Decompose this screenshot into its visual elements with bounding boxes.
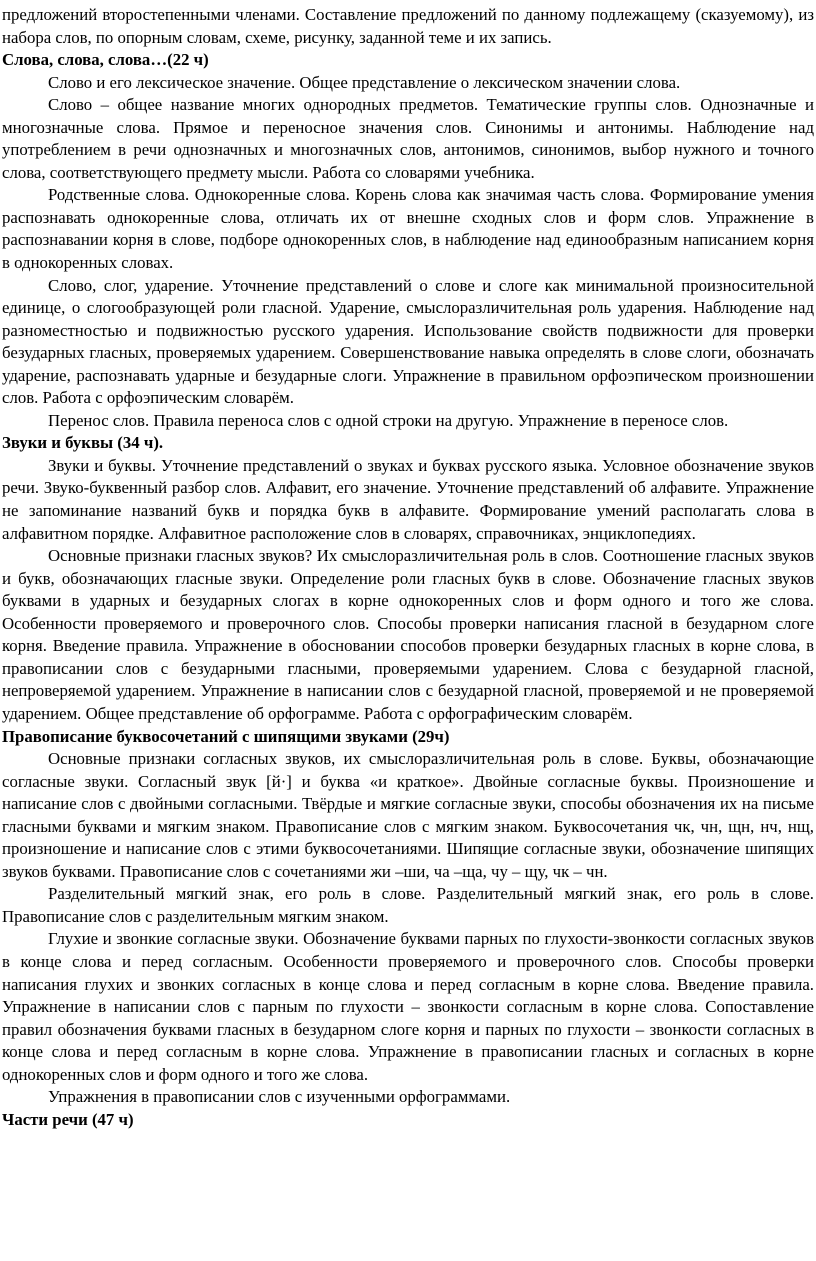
paragraph: Слово и его лексическое значение. Общее представление о лексическом значении слова. [48,72,681,92]
section-heading-words: Слова, слова, слова…(22 ч) [2,50,209,70]
paragraph: Слово, слог, ударение. Уточнение представлений о слове и слоге как минимальной произносительной единице, о слогообразующей роли гласной. Ударение, смыслоразличительная роль ударения. Наблюдение над разноместностью и подвижностью русского ударения. Использование свойств подвижности для проверки безударных гласных, проверяемых ударением. Совершенствование навыка определять в слове слоги, обозначать ударение, распознавать ударные и безударные слоги. Упражнение в правильном орфоэпическом произношении слов. Работа с орфоэпическим словарём. [2,275,814,408]
paragraph: Звуки и буквы. Уточнение представлений о звуках и буквах русского языка. Условное обозначение звуков речи. Звуко-буквенный разбор слов. Алфавит, его значение. Уточнение представлений об алфавите. Упражнение не запоминание названий букв и порядка букв в алфавите. Формирование умений располагать слова в алфавитном порядке. Алфавитное расположение слов в словарях, справочниках, энциклопедиях. [2,455,814,543]
section-heading-spelling: Правописание буквосочетаний с шипящими звуками (29ч) [2,726,450,746]
paragraph: Упражнения в правописании слов с изученными орфограммами. [48,1087,511,1107]
paragraph: Основные признаки согласных звуков, их смыслоразличительная роль в слове. Буквы, обозначающие согласные звуки. Согласный звук [й·] и буква «и краткое». Двойные согласные буквы. Произношение и написание слов с двойными согласными. Твёрдые и мягкие согласные звуки, способы обозначения их на письме гласными буквами и мягким знаком. Правописание слов с мягким знаком. Буквосочетания чк, чн, щн, нч, нщ, произношение и написание слов с этими буквосочетаниями. Шипящие согласные звуки, обозначение шипящих звуков буквами. Правописание слов с сочетаниями жи –ши, ча –ща, чу – щу, чк – чн. [2,749,814,881]
paragraph: Разделительный мягкий знак, его роль в слове. Разделительный мягкий знак, его роль в слове. Правописание слов с разделительным мягким знаком. [2,884,814,926]
paragraph: Слово – общее название многих однородных предметов. Тематические группы слов. Однозначные и многозначные слова. Прямое и переносное значения слов. Синонимы и антонимы. Наблюдение над употреблением в речи однозначных и многозначных слов, антонимов, синонимов, выбор нужного и точного слова, соответствующего предмету мысли. Работа со словарями учебника. [2,95,814,182]
section-heading-parts-of-speech: Части речи (47 ч) [2,1109,134,1129]
paragraph: Родственные слова. Однокоренные слова. Корень слова как значимая часть слова. Формирование умения распознавать однокоренные слова, отличать их от внешне сходных слов и форм слов. Упражнение в распознавании корня в слове, подборе однокоренных слов, в наблюдение над единообразным написанием корня в однокоренных словах. [2,185,814,273]
paragraph-continuation: предложений второстепенными членами. Составление предложений по данному подлежащему (сказуемому), из набора слов, по опорным словам, схеме, рисунку, заданной теме и их запись. [2,5,814,47]
paragraph: Основные признаки гласных звуков? Их смыслоразличительная роль в слов. Соотношение гласных звуков и букв, обозначающих гласные звуки. Определение роли гласных букв в слове. Обозначение гласных звуков буквами в ударных и безударных слогах в корне однокоренных слов и форм одного и того же слова. Особенности проверяемого и проверочного слов. Способы проверки написания гласной в безударном слоге корня. Введение правила. Упражнение в обосновании способов проверки безударных гласных в корне слова, в правописании слов с безударными гласными, проверяемыми ударением. Слова с безударной гласной, непроверяемой ударением. Упражнение в написании слов с безударной гласной, проверяемой и не проверяемой ударением. Общее представление об орфограмме. Работа с орфографическим словарём. [2,546,814,723]
paragraph: Глухие и звонкие согласные звуки. Обозначение буквами парных по глухости-звонкости согласных звуков в конце слова и перед согласным. Особенности проверяемого и проверочного слов. Способы проверки написания глухих и звонких согласных в конце слова и перед согласным в корне слова. Введение правила. Упражнение в написании слов с парным по глухости – звонкости согласным в корне слова. Сопоставление правил обозначения буквами гласных в безударном слоге корня и парных по глухости – звонкости согласных в конце слова и перед согласным в корне слова. Упражнение в правописании гласных и согласных в корне однокоренных слов и форм одного и того же слова. [2,929,814,1084]
paragraph: Перенос слов. Правила переноса слов с одной строки на другую. Упражнение в переносе слов. [48,410,729,430]
section-heading-sounds-letters: Звуки и буквы (34 ч). [2,433,164,453]
